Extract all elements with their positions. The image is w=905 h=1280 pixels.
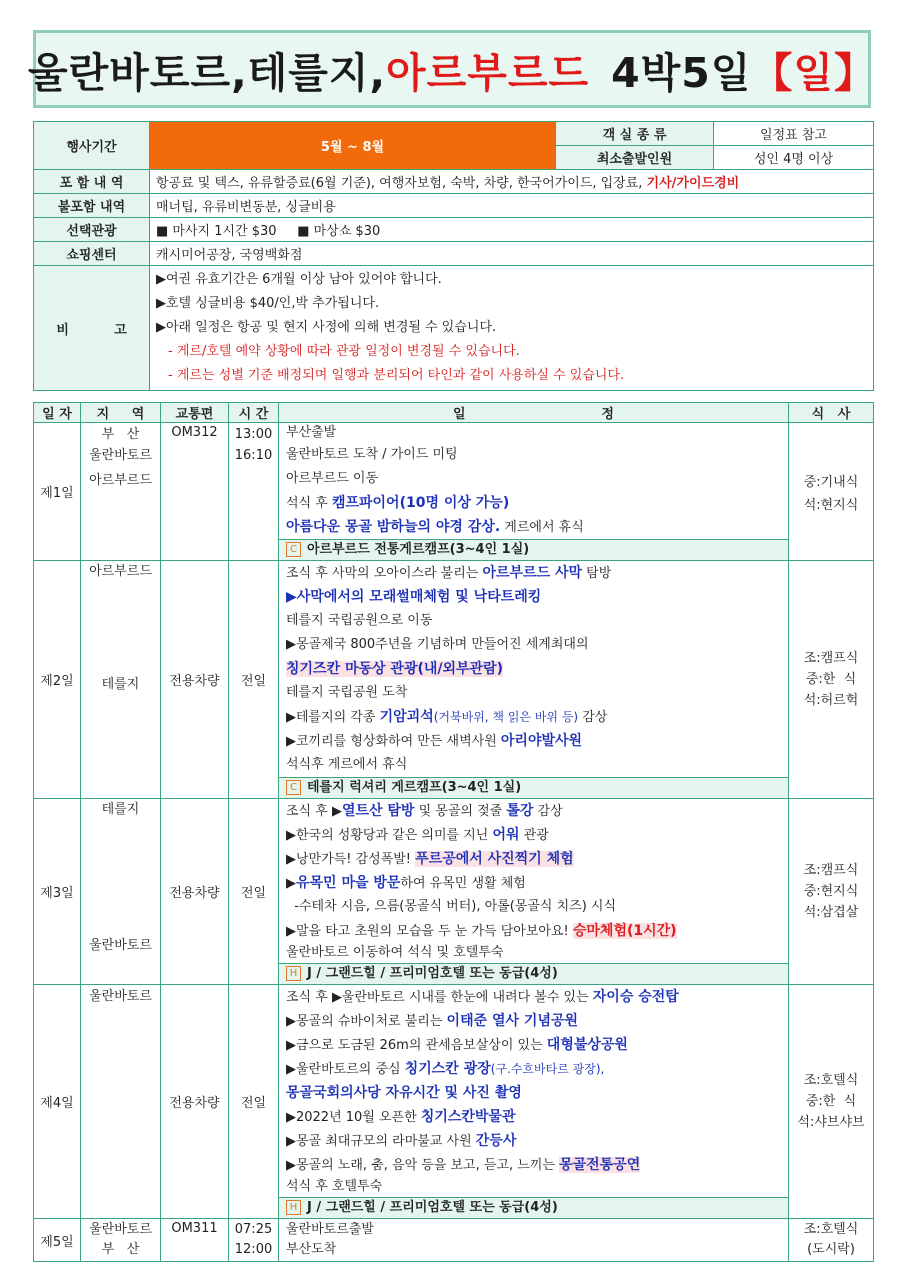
day3-river: 톨강 bbox=[506, 803, 534, 819]
option-label: 선택관광 bbox=[34, 218, 150, 242]
day5-place1: 울란바토르 bbox=[89, 1222, 152, 1237]
exclude-label: 불포함 내역 bbox=[34, 194, 150, 218]
period-value: 5월 ~ 8월 bbox=[150, 122, 556, 170]
day4-hotel-text: J / 그랜드힐 / 프리미엄호텔 또는 동급(4성) bbox=[307, 1200, 558, 1215]
day5-place bbox=[81, 1219, 161, 1262]
day1-meals bbox=[789, 423, 874, 561]
day4-plan bbox=[279, 985, 789, 1219]
day5-meals bbox=[789, 1219, 874, 1262]
title-part3: 4박5일 bbox=[611, 48, 752, 97]
day2-time: 전일 bbox=[229, 561, 279, 799]
min-departure-label: 최소출발인원 bbox=[556, 146, 714, 170]
day3-hotel bbox=[279, 963, 788, 984]
day5-time bbox=[229, 1219, 279, 1262]
day5-time2: 12:00 bbox=[234, 1242, 273, 1257]
day2-place1: 아르부르드 bbox=[89, 564, 152, 579]
day2-line1 bbox=[279, 561, 788, 585]
day3-line1 bbox=[279, 799, 788, 823]
day4-line4 bbox=[279, 1057, 788, 1081]
day5-row bbox=[34, 1219, 874, 1262]
note-1: ▶여권 유효기간은 6개월 이상 남아 있어야 합니다. bbox=[156, 272, 442, 287]
day2-temple: 아리야발사원 bbox=[500, 733, 583, 749]
day3-plan bbox=[279, 799, 789, 985]
day5-meal1: 조:호텔식 bbox=[803, 1222, 859, 1237]
day1-nightsky: 아름다운 몽골 밤하늘의 야경 감상. bbox=[286, 519, 501, 535]
day4-meal3: 석:샤브샤브 bbox=[797, 1115, 865, 1130]
day4-square: 칭기스칸 광장 bbox=[404, 1061, 491, 1077]
day4-show: 몽골전통공연 bbox=[559, 1157, 641, 1173]
shopping-value: 캐시미어공장, 국영백화점 bbox=[150, 242, 874, 266]
day1-time1: 13:00 bbox=[234, 427, 273, 442]
day2-desert: 아르부르드 사막 bbox=[482, 565, 583, 581]
day2-meal1: 조:캠프식 bbox=[803, 651, 859, 666]
header-meal: 식 사 bbox=[789, 403, 874, 423]
day5-transport: OM311 bbox=[161, 1219, 229, 1262]
title-part4: 【일】 bbox=[751, 48, 876, 97]
title-part1: 울란바토르,테를지, bbox=[28, 48, 387, 97]
schedule-table bbox=[33, 402, 874, 1262]
day5-line1: 울란바토르출발 bbox=[286, 1222, 374, 1237]
day1-place bbox=[81, 423, 161, 561]
camp-icon: C bbox=[286, 780, 301, 795]
include-text: 항공료 및 텍스, 유류할증료(6월 기준), 여행자보험, 숙박, 차량, 한국어가이드, 입장료, bbox=[156, 176, 643, 191]
option-value: ■ 마사지 1시간 $30 ■ 마상쇼 $30 bbox=[150, 218, 874, 242]
day4-place bbox=[81, 985, 161, 1219]
day4-line6a: ▶2022년 10월 오픈한 bbox=[286, 1110, 421, 1125]
day3-hotel-text: J / 그랜드힐 / 프리미엄호텔 또는 동급(4성) bbox=[307, 966, 558, 981]
shopping-label: 쇼핑센터 bbox=[34, 242, 150, 266]
page-title bbox=[28, 40, 876, 99]
hotel-icon: H bbox=[286, 1200, 301, 1215]
day3-row bbox=[34, 799, 874, 985]
day4-zaisan: 자이승 승전탑 bbox=[592, 989, 679, 1005]
day3-meal2: 중:현지식 bbox=[803, 884, 859, 899]
day2-line1c: 탐방 bbox=[582, 566, 612, 581]
day1-hotel bbox=[279, 539, 788, 560]
day2-meals bbox=[789, 561, 874, 799]
day1-line3: 아르부르드 이동 bbox=[286, 471, 379, 486]
day1-line1: 부산출발 bbox=[286, 425, 337, 440]
include-value bbox=[150, 170, 874, 194]
day4-gandan: 간등사 bbox=[475, 1133, 517, 1149]
day3-mountain: 열트산 탐방 bbox=[341, 803, 415, 819]
day3-transport: 전용차량 bbox=[161, 799, 229, 985]
day1-campfire: 캠프파이어(10명 이상 가능) bbox=[331, 495, 510, 511]
day3-line3a: ▶낭만가득! 감성폭발! bbox=[286, 852, 416, 867]
header-transport: 교통편 bbox=[161, 403, 229, 423]
day2-line7 bbox=[279, 705, 788, 729]
day4-memorial: 이태준 열사 기념공원 bbox=[446, 1013, 579, 1029]
day5-plan bbox=[279, 1219, 789, 1262]
day5-meal2: (도시락) bbox=[807, 1242, 855, 1257]
day4-museum: 칭기스칸박물관 bbox=[420, 1109, 516, 1125]
day1-label: 제1일 bbox=[34, 423, 81, 561]
note-2: ▶호텔 싱글비용 $40/인,박 추가됩니다. bbox=[156, 296, 380, 311]
day5-place2: 부 산 bbox=[101, 1242, 140, 1257]
day4-place1: 울란바토르 bbox=[89, 989, 152, 1004]
day4-line8 bbox=[279, 1153, 788, 1177]
day3-place2: 울란바토르 bbox=[89, 938, 152, 953]
day2-line7a: ▶테를지의 각종 bbox=[286, 710, 380, 725]
day4-square-detail: (구.수흐바타르 광장), bbox=[490, 1062, 605, 1076]
header-plan: 일 정 bbox=[279, 403, 789, 423]
day3-line2c: 관광 bbox=[519, 828, 549, 843]
header-time: 시 간 bbox=[229, 403, 279, 423]
header-day: 일 자 bbox=[34, 403, 81, 423]
day3-line4a: ▶ bbox=[286, 876, 296, 891]
day1-meal2: 석:현지식 bbox=[803, 497, 859, 513]
day3-line1e: 감상 bbox=[533, 804, 563, 819]
note-red-2: - 게르는 성별 기준 배정되며 일행과 분리되어 타인과 같이 사용하실 수 있습니다. bbox=[168, 368, 625, 383]
day2-line3: 테를지 국립공원으로 이동 bbox=[286, 613, 433, 628]
day4-transport: 전용차량 bbox=[161, 985, 229, 1219]
info-table bbox=[33, 121, 874, 391]
day1-plan bbox=[279, 423, 789, 561]
day1-line5 bbox=[279, 515, 788, 539]
day3-line7: 울란바토르 이동하여 석식 및 호텔투숙 bbox=[286, 945, 504, 960]
day4-line9: 석식 후 호텔투숙 bbox=[286, 1179, 383, 1194]
day3-line2 bbox=[279, 823, 788, 847]
day1-line4 bbox=[279, 491, 788, 515]
day3-meals bbox=[789, 799, 874, 985]
day2-line4: ▶몽골제국 800주년을 기념하며 만들어진 세계최대의 bbox=[286, 637, 589, 652]
day4-buddha-park: 대형불상공원 bbox=[546, 1037, 628, 1053]
day3-photo: 푸르공에서 사진찍기 체험 bbox=[415, 851, 574, 867]
day4-line1 bbox=[279, 985, 788, 1009]
day4-line1a: 조식 후 ▶울란바토르 시내를 한눈에 내려다 볼수 있는 bbox=[286, 990, 593, 1005]
day2-hotel-text: 테를지 럭셔리 게르캠프(3~4인 1실) bbox=[307, 780, 522, 795]
title-banner bbox=[28, 30, 876, 108]
day5-line2: 부산도착 bbox=[286, 1242, 337, 1257]
room-type-label: 객 실 종 류 bbox=[556, 122, 714, 146]
period-label: 행사기간 bbox=[34, 122, 150, 170]
day4-line7a: ▶몽골 최대규모의 라마불교 사원 bbox=[286, 1134, 476, 1149]
room-type-value: 일정표 참고 bbox=[714, 122, 874, 146]
day2-label: 제2일 bbox=[34, 561, 81, 799]
day3-line6 bbox=[279, 919, 788, 943]
day3-line4 bbox=[279, 871, 788, 895]
day3-meal3: 석:삼겹살 bbox=[803, 905, 859, 920]
day4-line2 bbox=[279, 1009, 788, 1033]
day2-plan bbox=[279, 561, 789, 799]
day4-line3a: ▶금으로 도금된 26m의 관세음보살상이 있는 bbox=[286, 1038, 547, 1053]
day2-place bbox=[81, 561, 161, 799]
day1-time bbox=[229, 423, 279, 561]
day1-time2: 16:10 bbox=[234, 448, 273, 463]
header-place: 지 역 bbox=[81, 403, 161, 423]
day4-row bbox=[34, 985, 874, 1219]
day4-meal2: 중:한 식 bbox=[805, 1094, 857, 1109]
day3-label: 제3일 bbox=[34, 799, 81, 985]
day3-meal1: 조:캠프식 bbox=[803, 863, 859, 878]
hotel-icon: H bbox=[286, 966, 301, 981]
day4-line4a: ▶울란바토르의 중심 bbox=[286, 1062, 405, 1077]
day2-transport: 전용차량 bbox=[161, 561, 229, 799]
day3-place1: 테를지 bbox=[101, 802, 140, 817]
day2-line9: 석식후 게르에서 휴식 bbox=[286, 757, 408, 772]
day2-meal3: 석:허르헉 bbox=[803, 693, 859, 708]
day2-hotel bbox=[279, 777, 788, 798]
exclude-value: 매너팁, 유류비변동분, 싱글비용 bbox=[150, 194, 874, 218]
title-part2: 아르부르드 bbox=[386, 48, 590, 97]
day4-meals bbox=[789, 985, 874, 1219]
day2-meal2: 중:한 식 bbox=[805, 672, 857, 687]
note-red-1: - 게르/호텔 예약 상황에 따라 관광 일정이 변경될 수 있습니다. bbox=[168, 344, 520, 359]
day3-nomad: 유목민 마을 방문 bbox=[296, 875, 401, 891]
day1-line2: 울란바토르 도착 / 가이드 미팅 bbox=[286, 447, 458, 462]
day5-time1: 07:25 bbox=[234, 1222, 273, 1237]
day2-row bbox=[34, 561, 874, 799]
day4-label: 제4일 bbox=[34, 985, 81, 1219]
day3-horse: 승마체험(1시간) bbox=[572, 923, 677, 939]
day1-place2: 울란바토르 bbox=[89, 448, 152, 463]
day3-line6a: ▶말을 타고 초원의 모습을 두 눈 가득 담아보아요! bbox=[286, 924, 573, 939]
day2-line6: 테를지 국립공원 도착 bbox=[286, 685, 408, 700]
day1-hotel-text: 아르부르드 전통게르캠프(3~4인 1실) bbox=[307, 542, 530, 557]
day2-rocks-detail: (거북바위, 책 읽은 바위 등) bbox=[433, 710, 579, 724]
day3-line2a: ▶한국의 성황당과 같은 의미를 지닌 bbox=[286, 828, 493, 843]
day2-line8 bbox=[279, 729, 788, 753]
day2-line2: ▶사막에서의 모래썰매체험 및 낙타트레킹 bbox=[286, 589, 542, 605]
note-3: ▶아래 일정은 항공 및 현지 사정에 의해 변경될 수 있습니다. bbox=[156, 320, 497, 335]
camp-icon: C bbox=[286, 542, 301, 557]
day2-place2: 테를지 bbox=[101, 677, 140, 692]
day2-line5 bbox=[279, 657, 788, 681]
day4-time: 전일 bbox=[229, 985, 279, 1219]
day4-line6 bbox=[279, 1105, 788, 1129]
day3-line3 bbox=[279, 847, 788, 871]
day3-ovoo: 어워 bbox=[492, 827, 520, 843]
day1-transport: OM312 bbox=[161, 423, 229, 561]
include-red-text: 기사/가이드경비 bbox=[646, 176, 740, 191]
day4-line8a: ▶몽골의 노래, 춤, 음악 등을 보고, 듣고, 느끼는 bbox=[286, 1158, 560, 1173]
day2-line7d: 감상 bbox=[578, 710, 608, 725]
day4-hotel bbox=[279, 1197, 788, 1218]
day3-place bbox=[81, 799, 161, 985]
day3-line4c: 하여 유목민 생활 체험 bbox=[400, 876, 526, 891]
day3-line1c: 및 몽골의 젖줄 bbox=[414, 804, 507, 819]
day3-line1a: 조식 후 ▶ bbox=[286, 804, 342, 819]
include-label: 포 함 내 역 bbox=[34, 170, 150, 194]
day2-statue: 칭기즈칸 마동상 관광(내/외부관람) bbox=[286, 661, 503, 677]
day3-line5: -수테차 시음, 으름(몽골식 버터), 아롤(몽골식 치즈) 시식 bbox=[286, 899, 617, 914]
day4-line5: 몽골국회의사당 자유시간 및 사진 촬영 bbox=[286, 1085, 522, 1101]
day2-line8a: ▶코끼리를 형상화하여 만든 새벽사원 bbox=[286, 734, 501, 749]
min-departure-value: 성인 4명 이상 bbox=[714, 146, 874, 170]
day4-line2a: ▶몽골의 슈바이처로 불리는 bbox=[286, 1014, 447, 1029]
note-label: 비 고 bbox=[34, 266, 150, 391]
day1-line5b: 게르에서 휴식 bbox=[500, 520, 584, 535]
day1-row bbox=[34, 423, 874, 561]
notes bbox=[150, 266, 874, 391]
day1-place1: 부 산 bbox=[101, 427, 140, 442]
day1-meal1: 중:기내식 bbox=[803, 474, 859, 490]
day2-rocks: 기암괴석 bbox=[379, 709, 434, 725]
day4-meal1: 조:호텔식 bbox=[803, 1073, 859, 1088]
day3-time: 전일 bbox=[229, 799, 279, 985]
day5-label: 제5일 bbox=[34, 1219, 81, 1262]
day1-place3: 아르부르드 bbox=[89, 473, 152, 488]
day2-line1a: 조식 후 사막의 오아이스라 불리는 bbox=[286, 566, 483, 581]
day1-line4a: 석식 후 bbox=[286, 496, 332, 511]
day4-line7 bbox=[279, 1129, 788, 1153]
day4-line3 bbox=[279, 1033, 788, 1057]
